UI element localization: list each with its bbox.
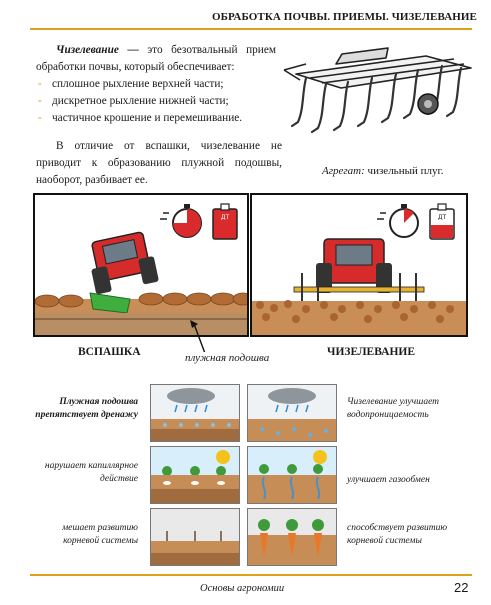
plowing-label: ВСПАШКА	[78, 346, 141, 358]
roots-growing-image	[247, 508, 337, 566]
feature-list	[36, 76, 276, 127]
row1-left-label: Плужная подошва препятствует дренажу	[35, 397, 138, 420]
comparison-paragraph: В отличие от вспашки, чизелевание не приводит к образованию плужной подошвы, наоборот, разбивает ее.	[36, 140, 282, 186]
definition-body: это безотвальный прием обработки почвы, который обеспечивает:	[36, 44, 277, 73]
roots-blocked-image	[150, 508, 240, 566]
footer-title: Основы агрономии	[200, 583, 285, 594]
row1-right-text	[347, 396, 457, 422]
fuel-can-icon	[430, 204, 454, 239]
timer-icon	[377, 204, 418, 237]
header-divider	[30, 28, 472, 30]
footer-divider	[30, 574, 472, 576]
feature-item: - частичное крошение и перемешивание.	[36, 110, 276, 127]
page-number: 22	[454, 580, 469, 595]
row2-right-text: улучшает газообмен	[347, 475, 430, 485]
drainage-blocked-image	[150, 384, 240, 442]
term-label: Чизелевание —	[56, 44, 139, 56]
aggregate-caption	[322, 165, 444, 177]
row1-left-text	[34, 396, 138, 422]
row3-right-text: способствует развитию корневой системы	[347, 523, 448, 546]
row3-left-text: мешает развитию корневой системы	[62, 523, 138, 546]
timer-icon	[160, 204, 201, 237]
row1-right-label: Чизелевание улучшает водопроницаемость	[347, 397, 440, 420]
chiseling-scene	[250, 193, 468, 337]
caption-prefix: Агрегат:	[322, 165, 365, 177]
definition-text	[36, 42, 276, 76]
capillary-blocked-image	[150, 446, 240, 504]
chiseling-label: ЧИЗЕЛЕВАНИЕ	[327, 346, 416, 358]
feature-item: - сплошное рыхление верхней части;	[36, 76, 276, 93]
chisel-plow-illustration	[276, 34, 476, 144]
fuel-can-icon	[213, 204, 237, 239]
gas-exchange-image	[247, 446, 337, 504]
fuel-label: ДТ	[437, 214, 447, 221]
plow-sole-label: плужная подошва	[185, 352, 270, 364]
fuel-label: ДТ	[220, 214, 230, 221]
intro-block	[36, 42, 276, 127]
page-header-title: ОБРАБОТКА ПОЧВЫ. ПРИЕМЫ. ЧИЗЕЛЕВАНИЕ	[211, 11, 477, 23]
row2-left-text: нарушает капиллярное действие	[44, 461, 138, 484]
caption-text: чизельный плуг.	[364, 165, 444, 177]
drainage-improved-image	[247, 384, 337, 442]
feature-item: - дискретное рыхление нижней части;	[36, 93, 276, 110]
